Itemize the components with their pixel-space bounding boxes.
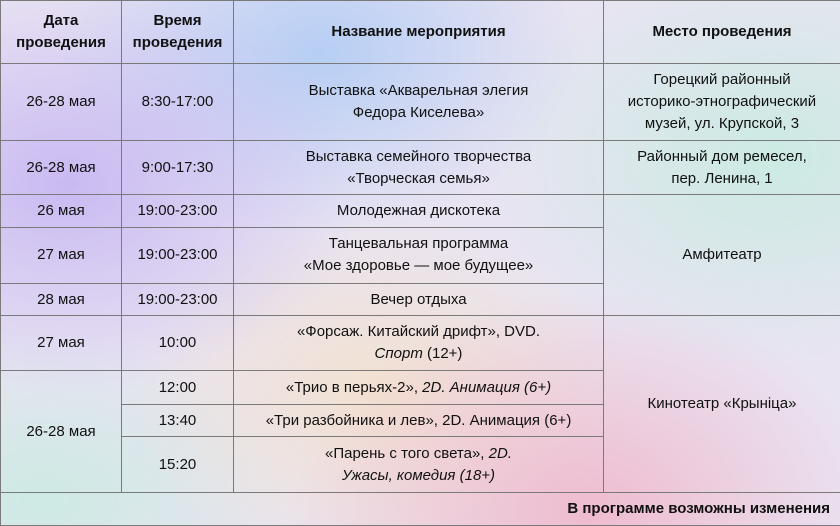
event-title-line: «Творческая семья» (347, 169, 490, 187)
event-title-line: «Форсаж. Китайский дрифт», DVD. (296, 323, 541, 341)
event-title (234, 316, 604, 371)
event-title-line (238, 343, 599, 365)
event-age-rating: (12+) (422, 345, 463, 363)
event-venue (604, 64, 840, 141)
header-venue: Место проведения (604, 1, 840, 64)
venue-line: Горецкий районный (653, 71, 791, 89)
venue-line: Районный дом ремесел, (637, 147, 807, 165)
event-genre: 2D. (488, 444, 512, 462)
table-row (1, 316, 840, 371)
event-title-line: Выставка «Акварельная элегия (308, 82, 529, 100)
event-time: 12:00 (122, 371, 234, 405)
header-date-line-2: проведения (16, 34, 106, 52)
event-date: 26-28 мая (1, 64, 122, 141)
event-title: «Три разбойника и лев», 2D. Анимация (6+) (234, 404, 604, 437)
table-row (1, 64, 840, 141)
event-title-line: Выставка семейного творчества (305, 147, 532, 165)
event-title-line: «Мое здоровье — мое будущее» (303, 257, 534, 275)
event-time: 19:00-23:00 (122, 195, 234, 228)
event-time: 19:00-23:00 (122, 227, 234, 283)
event-date: 27 мая (1, 316, 122, 371)
event-title (234, 437, 604, 493)
event-date: 28 мая (1, 283, 122, 316)
event-time: 19:00-23:00 (122, 283, 234, 316)
footer-row (1, 493, 840, 526)
event-title-line: Федора Киселева» (352, 104, 485, 122)
event-title-plain: «Трио в перьях-2», (285, 378, 423, 396)
event-date: 26-28 мая (1, 371, 122, 493)
event-time: 15:20 (122, 437, 234, 493)
venue-line: историко-этнографический (627, 93, 817, 111)
event-time: 13:40 (122, 404, 234, 437)
event-title (234, 64, 604, 141)
footer-note: В программе возможны изменения (1, 493, 840, 526)
header-row (1, 1, 840, 64)
event-genre: Ужасы, комедия (18+) (341, 466, 496, 484)
event-title: Молодежная дискотека (234, 195, 604, 228)
header-time-line-1: Время (153, 12, 202, 30)
header-time-line-2: проведения (132, 34, 223, 52)
event-time: 8:30-17:00 (122, 64, 234, 141)
event-title-line: Танцевальная программа (328, 235, 509, 253)
venue-line: пер. Ленина, 1 (671, 169, 773, 187)
event-title (234, 227, 604, 283)
event-venue (604, 141, 840, 195)
header-date-line-1: Дата (43, 12, 79, 30)
header-date (1, 1, 122, 64)
event-date: 27 мая (1, 227, 122, 283)
event-genre: 2D. Анимация (6+) (422, 378, 552, 396)
event-time: 9:00-17:30 (122, 141, 234, 195)
event-title-plain: «Парень с того света», (325, 444, 489, 462)
header-event: Название мероприятия (234, 1, 604, 64)
event-date: 26 мая (1, 195, 122, 228)
venue-line: музей, ул. Крупской, 3 (644, 115, 800, 133)
table-row (1, 195, 840, 228)
venue-cinema: Кинотеатр «Крыніца» (604, 316, 840, 493)
event-title-line (238, 443, 599, 465)
event-title (234, 371, 604, 405)
event-title (234, 141, 604, 195)
table-row (1, 141, 840, 195)
venue-amphitheatre: Амфитеатр (604, 195, 840, 316)
header-time (122, 1, 234, 64)
event-date: 26-28 мая (1, 141, 122, 195)
event-time: 10:00 (122, 316, 234, 371)
event-genre: Спорт (374, 345, 423, 363)
event-title: Вечер отдыха (234, 283, 604, 316)
